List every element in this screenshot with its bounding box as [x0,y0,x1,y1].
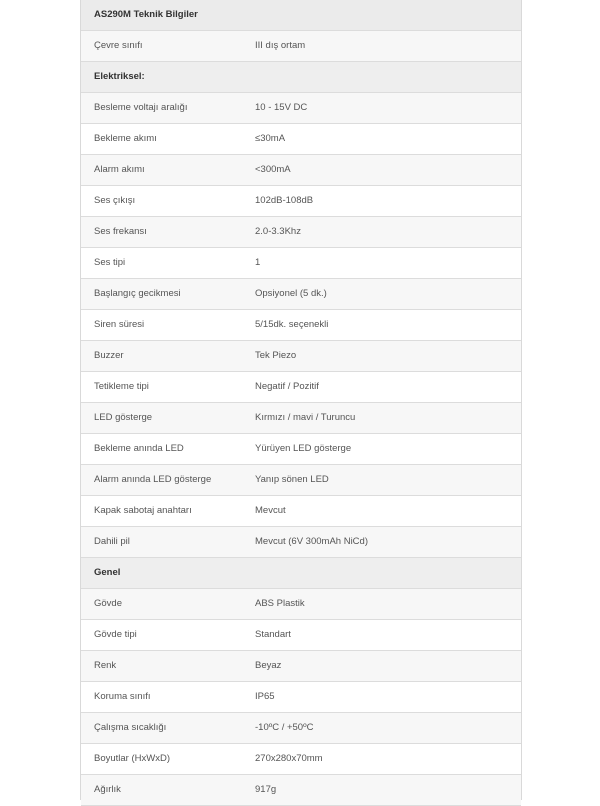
spec-value: Kırmızı / mavi / Turuncu [255,412,356,423]
table-row [81,775,521,806]
spec-value: Yürüyen LED gösterge [255,443,352,454]
table-row [81,372,521,403]
spec-label: Ses çıkışı [94,195,136,206]
spec-value: Beyaz [255,660,282,671]
table-row [81,248,521,279]
spec-value: 5/15dk. seçenekli [255,319,329,330]
spec-value: ≤30mA [255,133,286,144]
spec-rows [81,31,521,806]
table-title: AS290M Teknik Bilgiler [94,9,198,20]
table-row [81,217,521,248]
spec-value: <300mA [255,164,291,175]
spec-label: Ağırlık [94,784,121,795]
spec-label: Boyutlar (HxWxD) [94,753,171,764]
spec-label: Ses frekansı [94,226,147,237]
table-row [81,496,521,527]
spec-table [80,0,522,800]
table-row [81,279,521,310]
table-row [81,527,521,558]
table-row [81,93,521,124]
spec-label: Renk [94,660,117,671]
spec-value: Standart [255,629,291,640]
spec-label: Çevre sınıfı [94,40,143,51]
spec-label: Çalışma sıcaklığı [94,722,167,733]
table-row [81,620,521,651]
spec-label: Bekleme akımı [94,133,157,144]
spec-value: IP65 [255,691,275,702]
spec-label: Tetikleme tipi [94,381,149,392]
section-title: Genel [94,567,121,578]
table-row [81,589,521,620]
spec-value: 1 [255,257,261,268]
table-row [81,651,521,682]
spec-label: Besleme voltajı aralığı [94,102,188,113]
spec-value: 270x280x70mm [255,753,323,764]
table-row [81,713,521,744]
spec-label: Koruma sınıfı [94,691,151,702]
table-row [81,465,521,496]
spec-value: Yanıp sönen LED [255,474,329,485]
table-row [81,186,521,217]
table-row [81,403,521,434]
spec-value: Opsiyonel (5 dk.) [255,288,327,299]
spec-value: -10ºC / +50ºC [255,722,314,733]
section-title: Elektriksel: [94,71,145,82]
spec-label: Gövde [94,598,122,609]
spec-value: 917g [255,784,277,795]
table-row [81,682,521,713]
spec-label: Bekleme anında LED [94,443,184,454]
spec-label: Siren süresi [94,319,145,330]
table-row [81,310,521,341]
spec-label: LED gösterge [94,412,153,423]
spec-value: 2.0-3.3Khz [255,226,301,237]
spec-value: ABS Plastik [255,598,305,609]
spec-value: III dış ortam [255,40,306,51]
section-header-row [81,558,521,589]
table-row [81,124,521,155]
table-row [81,155,521,186]
table-row [81,744,521,775]
spec-label: Dahili pil [94,536,130,547]
spec-label: Gövde tipi [94,629,137,640]
spec-label: Ses tipi [94,257,126,268]
spec-label: Alarm akımı [94,164,145,175]
spec-value: Mevcut (6V 300mAh NiCd) [255,536,368,547]
spec-label: Başlangıç gecikmesi [94,288,181,299]
table-title-row [81,0,521,31]
spec-value: 10 - 15V DC [255,102,308,113]
table-row [81,341,521,372]
spec-value: 102dB-108dB [255,195,314,206]
spec-value: Mevcut [255,505,286,516]
section-header-row [81,62,521,93]
table-row [81,434,521,465]
spec-label: Kapak sabotaj anahtarı [94,505,192,516]
spec-label: Buzzer [94,350,124,361]
spec-value: Tek Piezo [255,350,297,361]
spec-value: Negatif / Pozitif [255,381,319,392]
spec-label: Alarm anında LED gösterge [94,474,212,485]
table-row [81,31,521,62]
